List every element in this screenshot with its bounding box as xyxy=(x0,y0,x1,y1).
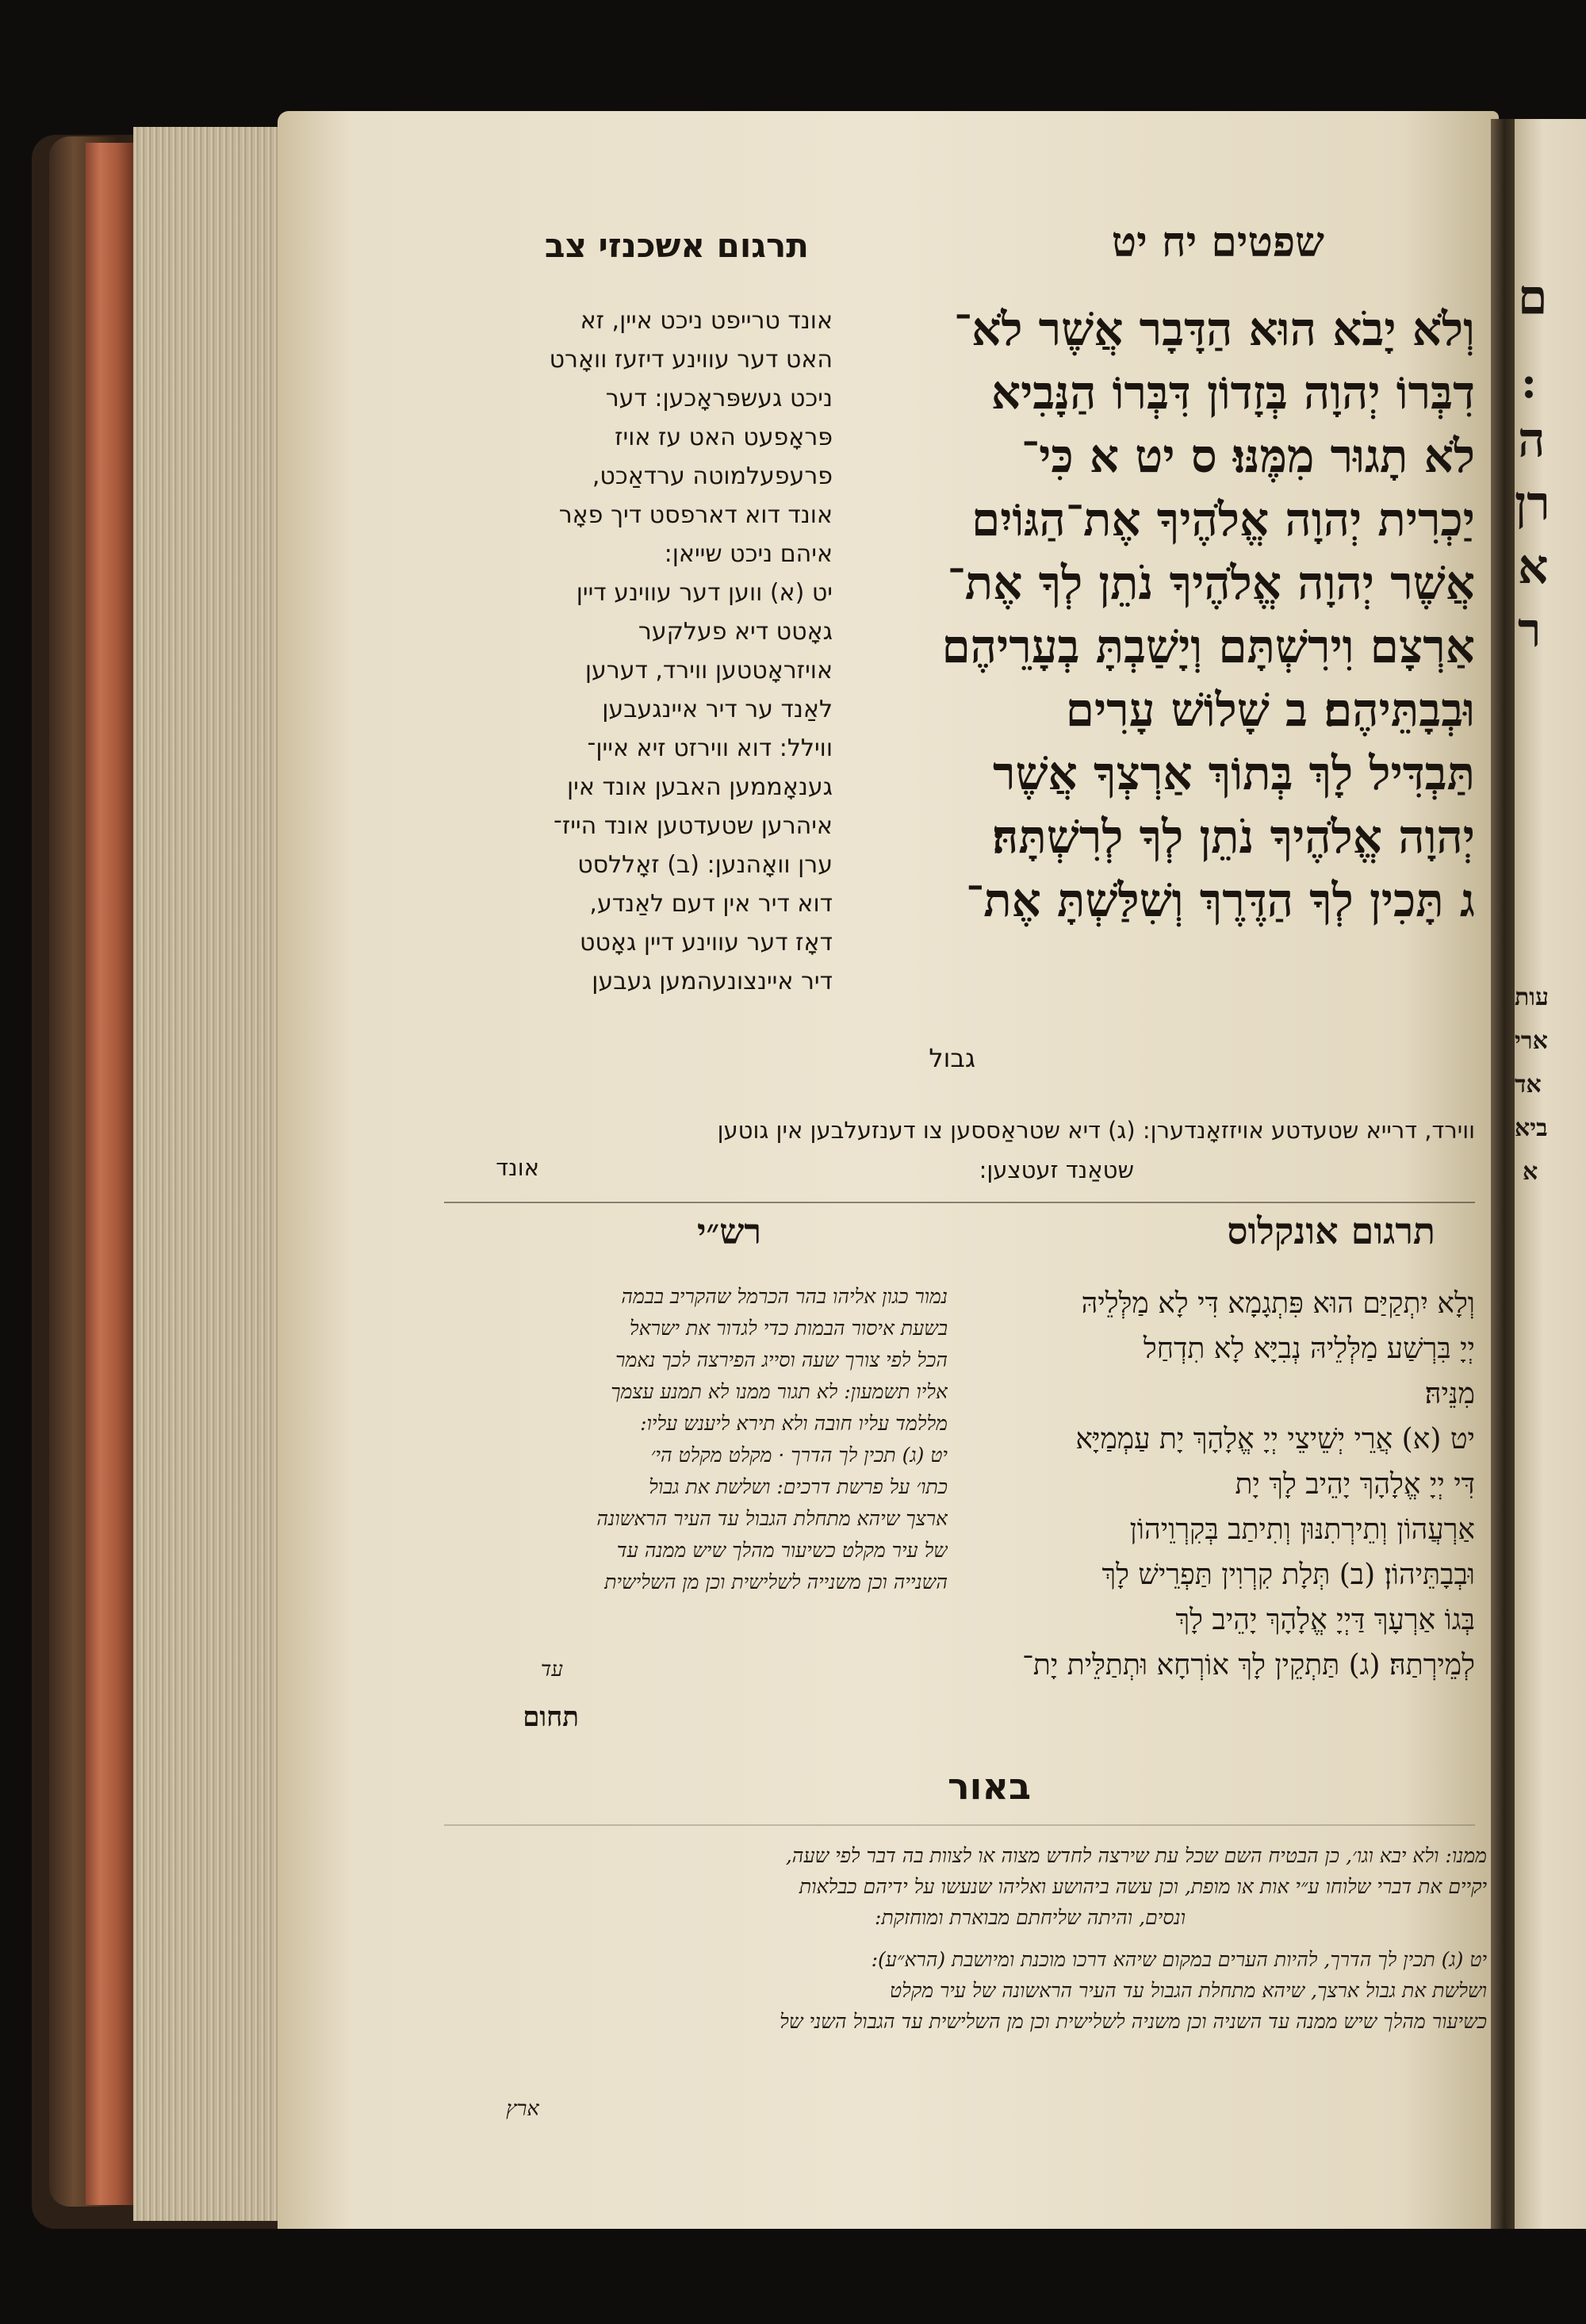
yiddish-line: דאָז דער עווינע דיין גאָטט xyxy=(580,929,833,957)
torah-line: תַּבְדִּיל לָךְ בְּתוֹךְ אַרְצְךָ אֲשֶׁר xyxy=(992,746,1475,800)
rashi-heading: רש״י xyxy=(696,1212,761,1252)
next-page-char: א xyxy=(1518,539,1549,595)
torah-line: יַכְרִית יְהוָה אֱלֹהֶיךָ אֶת־הַגּוֹיִם xyxy=(971,493,1475,546)
yiddish-line: פּראָפעט האט עז אויז xyxy=(615,424,833,451)
next-page-char: ם xyxy=(1518,270,1548,325)
red-page-edge xyxy=(86,143,133,2205)
yiddish-line: שטאַנד זעטצען: xyxy=(979,1156,1134,1183)
yiddish-line: ניכט געשפּראָכען: דער xyxy=(605,385,833,412)
yiddish-line: איהרען שטעדטען אונד הייז־ xyxy=(554,812,833,840)
torah-line: ג תָּכִין לְךָ הַדֶּרֶךְ וְשִׁלַּשְׁתָּ אֶת־ xyxy=(966,873,1475,927)
onkelos-line: אַרְעֲהוֹן וְתֵירְתִנּוּן וְתִיתַב בְּקִרְוֵיהוֹן xyxy=(1129,1513,1475,1546)
torah-line: יְהוָה אֱלֹהֶיךָ נֹתֵן לְךָ לְרִשְׁתָּהּ׃ xyxy=(991,810,1475,864)
onkelos-text-block xyxy=(971,1281,1475,1693)
torah-catchword: גבול xyxy=(929,1043,975,1073)
next-page-char: ביא xyxy=(1515,1114,1548,1142)
next-page-fragment xyxy=(1515,119,1586,2229)
biur-text-block xyxy=(432,1840,1487,2102)
rashi-text-block xyxy=(440,1281,948,1614)
biur-divider xyxy=(444,1824,1475,1826)
page-title: שפטים יח יט xyxy=(1111,218,1324,267)
rashi-line: יט (ג) תכין לך הדרך · מקלט מקלט הי׳ xyxy=(650,1444,948,1467)
onkelos-line: וְלָא יִתְקַיַּם הוּא פִּתְגָמָא דִּי לָא מַלְּלֵיהּ xyxy=(1081,1287,1475,1320)
next-page-char: ה xyxy=(1518,412,1546,468)
rashi-line: בשעת איסור הבמות כדי לגדור את ישראל xyxy=(629,1317,948,1340)
onkelos-catchword: תחום xyxy=(523,1701,579,1733)
rashi-line: השנייה וכן משנייה לשלישית וכן מן השלישית xyxy=(604,1570,948,1593)
yiddish-continuation-block xyxy=(444,1110,1475,1198)
yiddish-line: ווילל: דוא ווירזט זיא איין־ xyxy=(587,734,833,762)
yiddish-line: יט (א) ווען דער עווינע דיין xyxy=(576,579,833,607)
onkelos-line: וּבְבָתֵּיהוֹן׃ (ב) תְּלָת קִרְוִין תַּפְרֵישׁ לָךְ xyxy=(1101,1559,1475,1591)
yiddish-line: איהם ניכט שייאן: xyxy=(664,540,833,568)
onkelos-line: יְיָ בִּרְשַׁע מַלְּלֵיהּ נְבִיָּא לָא תִדְחַל xyxy=(1143,1333,1475,1365)
onkelos-line: דִּי יְיָ אֱלָהָךְ יָהֵיב לָךְ יָת xyxy=(1235,1468,1475,1501)
biur-line: כשיעור מהלך שיש ממנה עד השניה וכן משניה לשלישית וכן מן השלישית עד הגבול השני של xyxy=(780,2010,1487,2033)
torah-text-block xyxy=(841,297,1475,948)
yiddish-translation-block xyxy=(440,301,833,1015)
next-page-char: אד xyxy=(1515,1071,1542,1099)
next-page-char: א xyxy=(1523,1158,1538,1186)
section-divider xyxy=(444,1202,1475,1203)
next-page-char: ר xyxy=(1518,603,1542,658)
onkelos-line: לְמֵירְתַהּ׃ (ג) תַּתְקֵין לָךְ אוֹרְחָא וּתְתַלֵּית יָת־ xyxy=(1022,1649,1475,1682)
next-page-char: : xyxy=(1521,357,1537,408)
yiddish-line: גאָטט דיא פעלקער xyxy=(638,618,833,646)
torah-line: דִבְּרוֹ יְהוָה בְּזָדוֹן דִּבְּרוֹ הַנָּבִיא xyxy=(990,366,1475,420)
rashi-line: מללמד עליו חובה ולא תירא ליענש עליו: xyxy=(640,1412,948,1435)
yiddish-catchword: אונד xyxy=(496,1154,539,1181)
biur-line: ממנו: ולא יבא וגו׳, כן הבטיח השם שכל עת שירצה לחדש מצוה או לצוות בה דבר לפי שעה, xyxy=(785,1844,1487,1867)
onkelos-line: בְּגוֹ אַרְעָךְ דַּיְיָ אֱלָהָךְ יָהֵיב לָךְ xyxy=(1175,1604,1475,1636)
biur-line: ושלשת את גבול ארצך, שיהא מתחלת הגבול עד העיר הראשונה של עיר מקלט xyxy=(890,1979,1487,2002)
rashi-line: הכל לפי צורך שעה וסייג הפירצה לכך נאמר xyxy=(615,1348,948,1371)
biur-line: יט (ג) תכין לך הדרך, להיות הערים במקום שיהא דרכו מוכנת ומיושבת (הרא״ע): xyxy=(871,1948,1487,1971)
torah-line: אֲשֶׁר יְהוָה אֱלֹהֶיךָ נֹתֵן לְךָ אֶת־ xyxy=(947,556,1475,610)
yiddish-line: האט דער עווינע דיזעז וואָרט xyxy=(549,346,833,374)
yiddish-line: גענאָממען האבען אונד אין xyxy=(566,773,833,801)
torah-line: אַרְצָם וִירִשְׁתָּם וְיָשַׁבְתָּ בְעָרֵיהֶם xyxy=(941,619,1475,673)
rashi-line: ארצך שיהא מתחלת הגבול עד העיר הראשונה xyxy=(596,1507,948,1530)
yiddish-line: דיר איינצונעהמען געבען xyxy=(592,968,833,995)
book-gutter xyxy=(1491,119,1518,2229)
page-stack xyxy=(133,127,284,2221)
yiddish-line: אונד דוא דארפסט דיך פאָר xyxy=(558,501,833,529)
onkelos-line: יט (א) אֲרֵי יְשֵׁיצֵי יְיָ אֱלָהָךְ יָת עַמְמַיָּא xyxy=(1075,1423,1475,1455)
rashi-catchword: עד xyxy=(540,1658,563,1682)
rashi-line: של עיר מקלט כשיעור מהלך שיש ממנה עד xyxy=(616,1539,948,1562)
yiddish-line: ווירד, דרייא שטעדטע אויזזאָנדערן: (ג) דיא שטראַססען צו דענזעלבען אין גוטען xyxy=(717,1117,1475,1144)
biur-heading: באור xyxy=(947,1765,1031,1808)
biur-line: ונסים, והיתה שליחתם מבוארת ומוחזקת: xyxy=(875,1906,1186,1929)
yiddish-line: אויזראָטטען ווירד, דערען xyxy=(584,657,833,685)
rashi-line: אליו תשמעון: לא תגור ממנו לא תמנע עצמך xyxy=(611,1380,948,1403)
next-page-char: ארי xyxy=(1515,1027,1548,1055)
torah-line: וּבְבָתֵּיהֶם׃ ב שָׁלוֹשׁ עָרִים xyxy=(1065,683,1475,737)
onkelos-line: מִנֵּיהּ׃ xyxy=(1424,1378,1475,1410)
yiddish-line: פרעפעלמוטה ערדאַכט, xyxy=(592,462,833,490)
next-page-char: עות xyxy=(1515,984,1549,1011)
yiddish-line: לאַנד ער דיר איינגעבען xyxy=(602,696,833,723)
yiddish-line: ערן וואָהנען: (ב) זאָללסט xyxy=(577,851,833,879)
biur-catchword: ארץ xyxy=(506,2097,539,2121)
torah-line: וְלֹא יָבֹא הוּא הַדָּבָר אֲשֶׁר לֹא־ xyxy=(953,302,1475,356)
rashi-line: נמור כגון אליהו בהר הכרמל שהקריב בבמה xyxy=(621,1285,948,1308)
biur-line: יקיים את דברי שלוחו ע״י אות או מופת, וכן עשה ביהושע ואליהו שנעשו על ידיהם כבלאות xyxy=(799,1875,1487,1898)
rashi-line: כתו׳ על פרשת דרכים: ושלשת את גבול xyxy=(649,1475,948,1498)
torah-line: לֹא תָגוּר מִמֶּנּוּ׃ ס יט א כִּי־ xyxy=(1021,429,1475,483)
targum-header: תרגום אשכנזי צב xyxy=(544,226,809,265)
yiddish-line: אונד טרייפט ניכט איין, זא xyxy=(580,307,833,335)
next-page-char: רן xyxy=(1515,476,1550,531)
onkelos-heading: תרגום אונקלוס xyxy=(1227,1210,1435,1252)
yiddish-line: דוא דיר אין דעם לאַנדע, xyxy=(589,890,833,918)
